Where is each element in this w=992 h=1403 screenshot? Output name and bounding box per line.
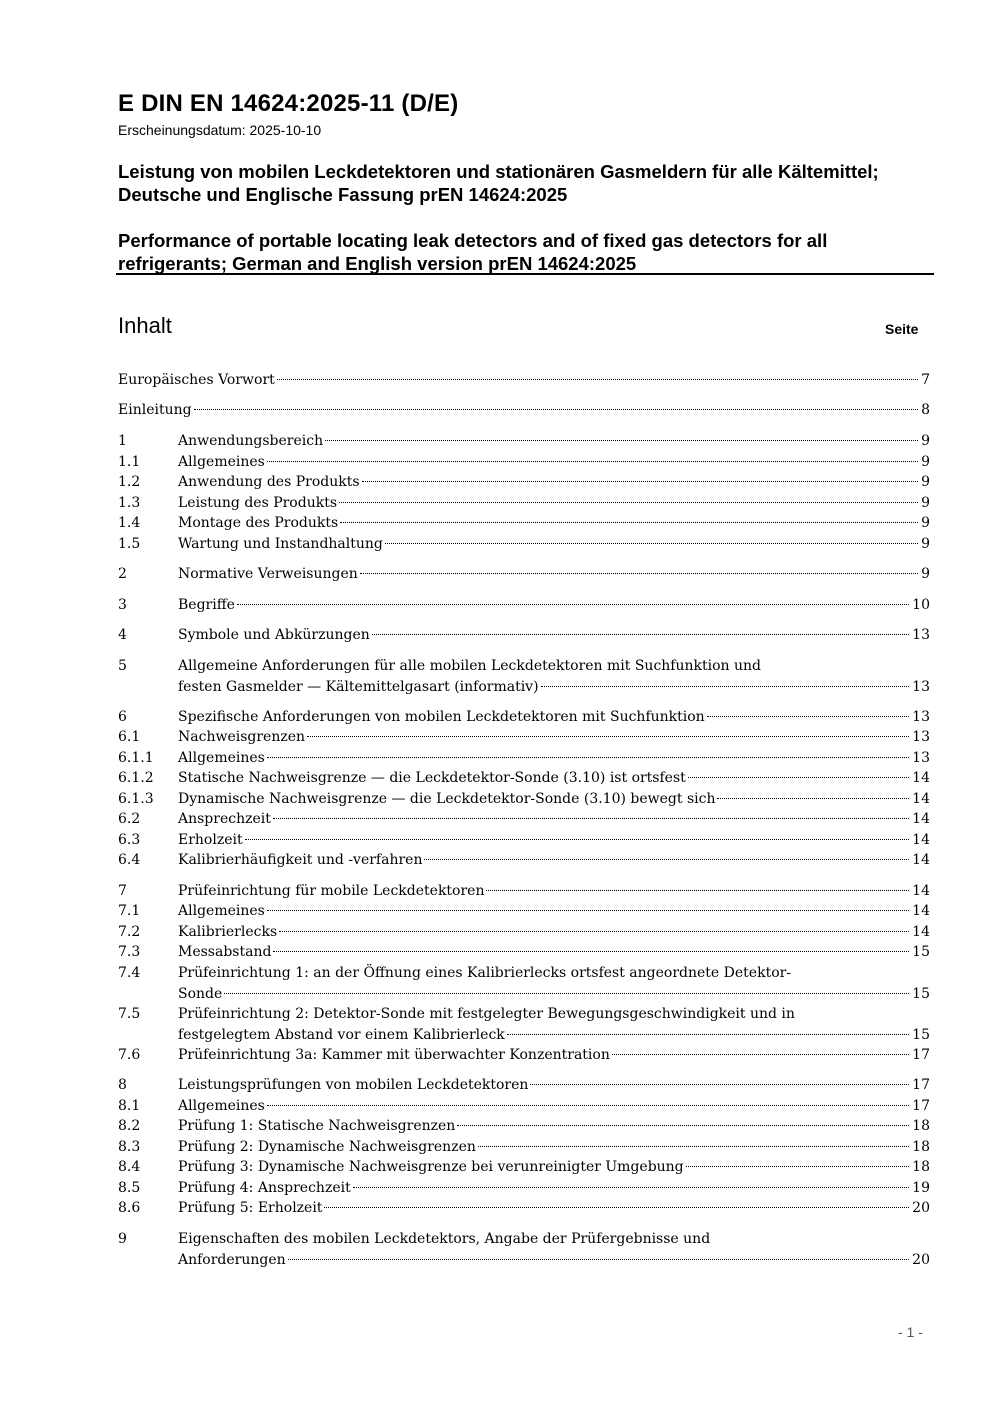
toc-entry-title: Allgemeines xyxy=(178,454,265,470)
toc-entry-number: 7 xyxy=(118,883,127,899)
toc-entry-number: 8.4 xyxy=(118,1159,141,1175)
toc-entry-number: 6 xyxy=(118,709,127,725)
toc-entry-page: 18 xyxy=(912,1139,930,1155)
toc-entry-page: 14 xyxy=(912,924,930,940)
toc-entry-number: 6.1 xyxy=(118,729,141,745)
toc-entry-number: 6.1.2 xyxy=(118,770,154,786)
toc-dot-leader xyxy=(541,686,910,687)
toc-entry[interactable] xyxy=(118,370,930,391)
toc-entry[interactable] xyxy=(118,564,930,585)
toc-entry-page: 9 xyxy=(921,566,930,582)
toc-entry-number: 3 xyxy=(118,597,127,613)
publication-date: Erscheinungsdatum: 2025-10-10 xyxy=(118,122,322,138)
toc-entry-title: festen Gasmelder — Kältemittelgasart (informativ) xyxy=(178,678,539,695)
toc-entry[interactable] xyxy=(118,942,930,963)
toc-entry[interactable] xyxy=(118,881,930,902)
toc-dot-leader xyxy=(267,1105,909,1106)
toc-entry[interactable] xyxy=(118,595,930,616)
toc-entry-title: Wartung und Instandhaltung xyxy=(178,536,383,552)
title-german: Leistung von mobilen Leckdetektoren und stationären Gasmeldern für alle Kältemittel; Deutsche und Englische Fassung prEN 14624:2025 xyxy=(118,161,879,205)
toc-entry-page: 13 xyxy=(912,709,930,725)
toc-dot-leader xyxy=(688,777,909,778)
toc-entry[interactable] xyxy=(118,809,930,830)
toc-entry-page: 9 xyxy=(921,433,930,449)
toc-entry[interactable] xyxy=(118,707,930,728)
toc-entry[interactable] xyxy=(118,850,930,871)
toc-entry-page: 19 xyxy=(912,1180,930,1196)
toc-entry-title-line: Eigenschaften des mobilen Leckdetektors, Angabe der Prüfergebnisse und xyxy=(178,1231,711,1247)
toc-entry-page: 9 xyxy=(921,515,930,531)
toc-entry-number: 5 xyxy=(118,658,127,674)
toc-entry-page: 18 xyxy=(912,1118,930,1134)
toc-entry-title: Prüfung 2: Dynamische Nachweisgrenzen xyxy=(178,1139,476,1155)
toc-entry-title-line: Prüfeinrichtung 2: Detektor-Sonde mit festgelegter Bewegungsgeschwindigkeit und in xyxy=(178,1006,795,1022)
toc-entry-page: 15 xyxy=(912,1026,930,1043)
toc-entry-title: Leistung des Produkts xyxy=(178,495,338,511)
toc-entry-page: 10 xyxy=(912,597,930,613)
toc-entry-title: Einleitung xyxy=(118,402,192,418)
toc-heading: Inhalt xyxy=(118,313,172,338)
toc-dot-leader xyxy=(267,461,918,462)
toc-entry-number: 6.3 xyxy=(118,832,141,848)
toc-entry-page: 14 xyxy=(912,832,930,848)
toc-entry[interactable] xyxy=(118,768,930,789)
toc-entry-number: 7.3 xyxy=(118,944,141,960)
toc-entry[interactable] xyxy=(118,1157,930,1178)
toc-dot-leader xyxy=(325,440,918,441)
toc-entry-title: Europäisches Vorwort xyxy=(118,372,275,388)
toc-entry-number: 6.1.3 xyxy=(118,791,154,807)
toc-entry-title: Erholzeit xyxy=(178,832,243,848)
toc-dot-leader xyxy=(279,931,909,932)
toc-dot-leader xyxy=(372,634,909,635)
toc-entry-title-line: Prüfeinrichtung 1: an der Öffnung eines Kalibrierlecks ortsfest angeordnete Detektor- xyxy=(178,965,792,981)
toc-entry-number: 8.6 xyxy=(118,1200,141,1216)
toc-entry-title: Prüfeinrichtung 3a: Kammer mit überwachter Konzentration xyxy=(178,1047,610,1063)
toc-entry-number: 7.1 xyxy=(118,903,141,919)
toc-entry-title: Allgemeines xyxy=(178,903,265,919)
toc-entry-title: Anwendungsbereich xyxy=(178,433,324,449)
toc-entry-page: 14 xyxy=(912,883,930,899)
toc-entry-number: 9 xyxy=(118,1231,127,1247)
toc-entry-number: 1.4 xyxy=(118,515,141,531)
toc-entry-number: 8.3 xyxy=(118,1139,141,1155)
toc-dot-leader xyxy=(288,1259,910,1260)
toc-entry-page: 14 xyxy=(912,791,930,807)
toc-entry-page: 17 xyxy=(912,1098,930,1114)
toc-entry[interactable] xyxy=(118,963,930,1004)
toc-entry-number: 1.3 xyxy=(118,495,141,511)
toc-entry-number: 8.1 xyxy=(118,1098,141,1114)
document-number: E DIN EN 14624:2025-11 (D/E) xyxy=(118,90,459,117)
toc-entry[interactable] xyxy=(118,1178,930,1199)
toc-page-column-label: Seite xyxy=(885,321,919,337)
toc-dot-leader xyxy=(486,890,909,891)
toc-dot-leader xyxy=(707,716,909,717)
toc-entry-page: 13 xyxy=(912,729,930,745)
toc-entry-title: Ansprechzeit xyxy=(178,811,271,827)
toc-dot-leader xyxy=(224,993,909,994)
toc-entry-number: 4 xyxy=(118,627,127,643)
toc-entry-title: Prüfung 1: Statische Nachweisgrenzen xyxy=(178,1118,456,1134)
toc-entry[interactable] xyxy=(118,1004,930,1045)
toc-entry-number: 6.1.1 xyxy=(118,750,154,766)
toc-entry-number: 8 xyxy=(118,1077,127,1093)
toc-entry[interactable] xyxy=(118,472,930,493)
toc-entry-title: Nachweisgrenzen xyxy=(178,729,306,745)
toc-entry[interactable] xyxy=(118,1075,930,1096)
toc-entry[interactable] xyxy=(118,901,930,922)
toc-entry-number: 2 xyxy=(118,566,127,582)
toc-entry-title: Montage des Produkts xyxy=(178,515,339,531)
toc-entry[interactable] xyxy=(118,830,930,851)
toc-dot-leader xyxy=(478,1146,909,1147)
toc-entry[interactable] xyxy=(118,400,930,421)
toc-dot-leader xyxy=(360,573,918,574)
toc-entry-title: Dynamische Nachweisgrenze — die Leckdetektor-Sonde (3.10) bewegt sich xyxy=(178,791,716,807)
toc-entry-number: 1.2 xyxy=(118,474,141,490)
toc-dot-leader xyxy=(307,736,909,737)
toc-entry-title: Sonde xyxy=(178,985,223,1002)
toc-dot-leader xyxy=(339,502,918,503)
toc-entry-title: Anwendung des Produkts xyxy=(178,474,360,490)
toc-dot-leader xyxy=(324,1207,909,1208)
toc-entry-number: 7.4 xyxy=(118,965,141,981)
toc-entry-page: 8 xyxy=(921,402,930,418)
toc-entry-page: 14 xyxy=(912,903,930,919)
toc-entry-number: 6.4 xyxy=(118,852,141,868)
toc-entry-number: 6.2 xyxy=(118,811,141,827)
toc-dot-leader xyxy=(267,757,909,758)
toc-entry-title: Leistungsprüfungen von mobilen Leckdetektoren xyxy=(178,1077,529,1093)
toc-entry-page: 13 xyxy=(912,678,930,695)
toc-entry-page: 15 xyxy=(912,944,930,960)
page-number: - 1 - xyxy=(898,1324,923,1340)
toc-dot-leader xyxy=(457,1125,909,1126)
toc-entry-title: Allgemeines xyxy=(178,750,265,766)
toc-entry[interactable] xyxy=(118,452,930,473)
toc-entry-page: 9 xyxy=(921,474,930,490)
toc-entry-number: 1 xyxy=(118,433,127,449)
toc-entry-number: 7.2 xyxy=(118,924,141,940)
toc-dot-leader xyxy=(237,604,909,605)
toc-entry-page: 9 xyxy=(921,536,930,552)
toc-entry-page: 9 xyxy=(921,454,930,470)
toc-dot-leader xyxy=(245,839,910,840)
toc-entry-title: Normative Verweisungen xyxy=(178,566,358,582)
toc-entry-page: 17 xyxy=(912,1047,930,1063)
toc-entry[interactable] xyxy=(118,1229,930,1270)
toc-dot-leader xyxy=(686,1166,910,1167)
toc-entry[interactable] xyxy=(118,431,930,452)
toc-entry-title: Symbole und Abkürzungen xyxy=(178,627,370,643)
toc-dot-leader xyxy=(530,1084,909,1085)
toc-entry[interactable] xyxy=(118,513,930,534)
toc-dot-leader xyxy=(277,379,918,380)
toc-entry[interactable] xyxy=(118,625,930,646)
toc-entry[interactable] xyxy=(118,493,930,514)
toc-entry-page: 17 xyxy=(912,1077,930,1093)
toc-entry-page: 20 xyxy=(912,1251,930,1268)
toc-dot-leader xyxy=(273,951,909,952)
toc-dot-leader xyxy=(612,1054,909,1055)
toc-entry-page: 13 xyxy=(912,627,930,643)
toc-entry-title: Prüfung 3: Dynamische Nachweisgrenze bei verunreinigter Umgebung xyxy=(178,1159,684,1175)
toc-entry-title: Allgemeines xyxy=(178,1098,265,1114)
toc-entry[interactable] xyxy=(118,727,930,748)
toc-entry-title: Begriffe xyxy=(178,597,235,613)
toc-entry-page: 14 xyxy=(912,852,930,868)
toc-entry-page: 18 xyxy=(912,1159,930,1175)
toc-dot-leader xyxy=(340,522,918,523)
toc-dot-leader xyxy=(507,1034,909,1035)
toc-entry-title: Statische Nachweisgrenze — die Leckdetektor-Sonde (3.10) ist ortsfest xyxy=(178,770,686,786)
toc-entry-title: Prüfeinrichtung für mobile Leckdetektoren xyxy=(178,883,485,899)
toc-dot-leader xyxy=(385,543,918,544)
toc-entry-page: 9 xyxy=(921,495,930,511)
toc-dot-leader xyxy=(194,409,919,410)
toc-entry-number: 7.6 xyxy=(118,1047,141,1063)
toc-entry[interactable] xyxy=(118,1045,930,1066)
toc-entry[interactable] xyxy=(118,1096,930,1117)
toc-entry[interactable] xyxy=(118,1137,930,1158)
toc-entry-page: 7 xyxy=(921,372,930,388)
toc-dot-leader xyxy=(267,910,909,911)
toc-entry[interactable] xyxy=(118,789,930,810)
toc-entry-title: Anforderungen xyxy=(178,1251,286,1268)
toc-entry-number: 8.5 xyxy=(118,1180,141,1196)
toc-dot-leader xyxy=(353,1187,909,1188)
toc-entry-title: Kalibrierlecks xyxy=(178,924,278,940)
toc-entry[interactable] xyxy=(118,748,930,769)
toc-dot-leader xyxy=(717,798,909,799)
toc-entry-title: festgelegtem Abstand vor einem Kalibrierleck xyxy=(178,1026,505,1043)
toc-entry-title: Prüfung 4: Ansprechzeit xyxy=(178,1180,351,1196)
toc-entry-page: 20 xyxy=(912,1200,930,1216)
toc-entry-title: Prüfung 5: Erholzeit xyxy=(178,1200,323,1216)
toc-entry-number: 1.1 xyxy=(118,454,141,470)
toc-entry-title-line: Allgemeine Anforderungen für alle mobilen Leckdetektoren mit Suchfunktion und xyxy=(178,658,762,674)
toc-dot-leader xyxy=(273,818,909,819)
toc-dot-leader xyxy=(362,481,919,482)
toc-entry[interactable] xyxy=(118,1116,930,1137)
toc-dot-leader xyxy=(424,859,909,860)
toc-entry-title: Kalibrierhäufigkeit und -verfahren xyxy=(178,852,423,868)
toc-entry-title: Messabstand xyxy=(178,944,272,960)
toc-entry-number: 7.5 xyxy=(118,1006,141,1022)
toc-entry-page: 14 xyxy=(912,811,930,827)
toc-entry[interactable] xyxy=(118,1198,930,1219)
toc-entry-number: 1.5 xyxy=(118,536,141,552)
toc-entry-title: Spezifische Anforderungen von mobilen Leckdetektoren mit Suchfunktion xyxy=(178,709,705,725)
toc-entry[interactable] xyxy=(118,534,930,555)
toc-entry[interactable] xyxy=(118,656,930,697)
toc-entry[interactable] xyxy=(118,922,930,943)
toc-entry-page: 13 xyxy=(912,750,930,766)
toc-entry-page: 15 xyxy=(912,985,930,1002)
title-english: Performance of portable locating leak detectors and of fixed gas detectors for all refrigerants; German and English version prEN 14624:2025 xyxy=(118,230,828,274)
toc-entry-page: 14 xyxy=(912,770,930,786)
toc-entry-number: 8.2 xyxy=(118,1118,141,1134)
